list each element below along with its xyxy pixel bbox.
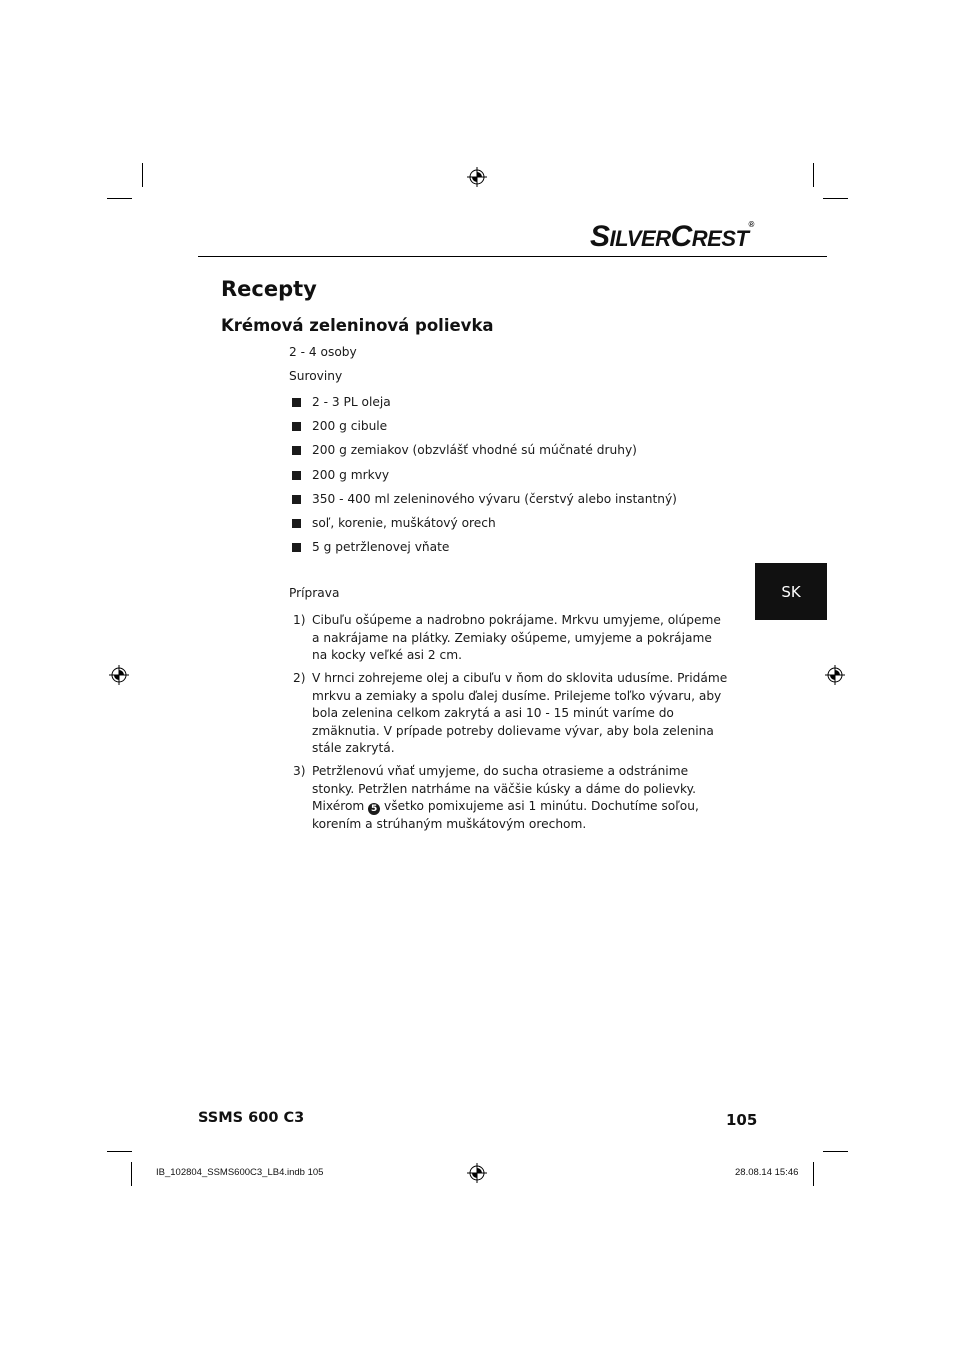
crop-mark xyxy=(142,163,143,187)
header-rule xyxy=(198,256,827,257)
registration-mark-icon xyxy=(825,665,845,685)
brand-letters: REST xyxy=(691,226,749,251)
preparation-label: Príprava xyxy=(289,586,340,600)
print-slug-timestamp: 28.08.14 15:46 xyxy=(735,1167,799,1178)
ingredient-text: 200 g mrkvy xyxy=(312,467,390,482)
step-text-part: všetko pomixujeme asi 1 minútu. Dochutíme soľou, korením a strúhaným muškátovým orechom. xyxy=(312,799,699,831)
registration-mark-icon xyxy=(109,665,129,685)
servings: 2 - 4 osoby xyxy=(289,345,357,359)
step-text: V hrnci zohrejeme olej a cibuľu v ňom do sklovita udusíme. Pridáme mrkvu a zemiaky a spolu ďalej dusíme. Prilejeme toľko vývaru, aby bola zelenina celkom zakrytá a asi 10 - 15 minút varíme do zmäknutia. V prípade potreby dolievame vývar, aby bola zelenina stále zakrytá. xyxy=(312,671,728,755)
list-item xyxy=(292,540,677,564)
ingredients-list xyxy=(292,395,677,564)
registration-mark-icon xyxy=(467,167,487,187)
crop-mark xyxy=(107,198,132,199)
step-text: Cibuľu ošúpeme a nadrobno pokrájame. Mrkvu umyjeme, olúpeme a nakrájame na plátky. Zemiaky ošúpeme, umyjeme a pokrájame na kocky veľké asi 2 cm. xyxy=(312,613,721,662)
brand-letter: S xyxy=(590,220,610,253)
registered-mark: ® xyxy=(748,220,754,229)
brand-letter: C xyxy=(670,220,692,253)
preparation-steps xyxy=(293,612,733,839)
ingredient-text: 200 g zemiakov (obzvlášť vhodné sú múčnaté druhy) xyxy=(312,443,637,458)
print-slug-file: IB_102804_SSMS600C3_LB4.indb 105 xyxy=(156,1167,324,1178)
ingredient-text: 5 g petržlenovej vňate xyxy=(312,540,450,555)
bullet-icon xyxy=(292,543,301,552)
step-number: 1) xyxy=(293,613,306,627)
language-tab: SK xyxy=(755,563,827,620)
list-item xyxy=(292,419,677,443)
list-item xyxy=(292,468,677,492)
ingredient-text: 2 - 3 PL oleja xyxy=(312,395,391,409)
list-item xyxy=(292,492,677,516)
bullet-icon xyxy=(292,519,301,528)
step-text-part: Petržlenovú vňať umyjeme, do sucha otrasieme a odstránime stonky. Petržlen natrháme na väčšie kúsky a dáme do polievky. Mixérom xyxy=(312,764,696,813)
part-reference-badge: 5 xyxy=(368,803,380,815)
registration-mark-icon xyxy=(467,1163,487,1183)
list-item xyxy=(292,443,677,467)
step-item xyxy=(293,763,733,833)
crop-mark xyxy=(813,1162,814,1186)
recipe-title: Krémová zeleninová polievka xyxy=(221,316,494,335)
step-text xyxy=(312,763,730,833)
brand-letters: ILVER xyxy=(609,226,671,251)
model-name: SSMS 600 C3 xyxy=(198,1110,305,1126)
page-number: 105 xyxy=(726,1111,758,1129)
brand-logo xyxy=(590,220,754,253)
crop-mark xyxy=(823,198,848,199)
ingredient-text: 200 g cibule xyxy=(312,419,388,434)
step-number: 3) xyxy=(293,764,306,778)
ingredients-label: Suroviny xyxy=(289,369,343,383)
ingredient-text: 350 - 400 ml zeleninového vývaru (čerstvý alebo instantný) xyxy=(312,491,677,506)
bullet-icon xyxy=(292,422,301,431)
crop-mark xyxy=(813,163,814,187)
crop-mark xyxy=(131,1162,132,1186)
bullet-icon xyxy=(292,446,301,455)
bullet-icon xyxy=(292,398,301,407)
crop-mark xyxy=(823,1151,848,1152)
crop-mark xyxy=(107,1151,132,1152)
list-item xyxy=(292,516,677,540)
list-item xyxy=(292,395,677,419)
bullet-icon xyxy=(292,495,301,504)
step-item xyxy=(293,612,733,665)
step-number: 2) xyxy=(293,671,306,685)
page-title: Recepty xyxy=(221,277,317,301)
bullet-icon xyxy=(292,471,301,480)
ingredient-text: soľ, korenie, muškátový orech xyxy=(312,515,496,530)
step-item xyxy=(293,670,733,758)
